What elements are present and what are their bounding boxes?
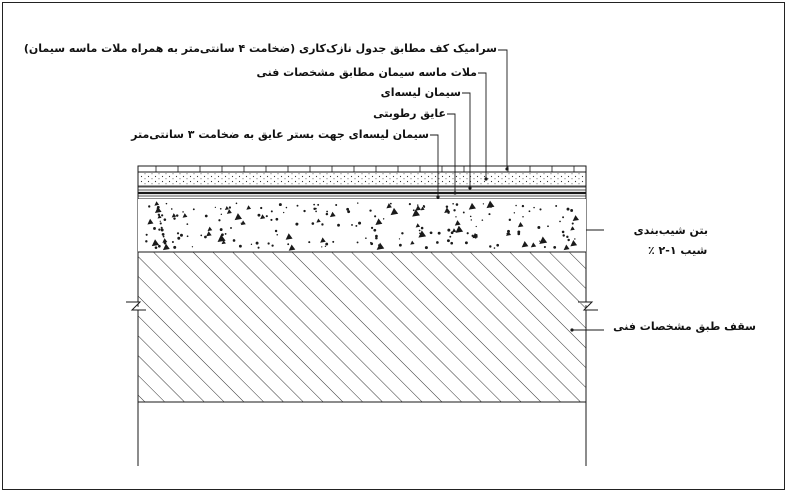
aggregate-grain	[158, 229, 160, 231]
aggregate-grain	[447, 239, 450, 242]
aggregate-grain	[271, 210, 273, 212]
aggregate-grain	[267, 242, 269, 244]
aggregate-grain	[522, 216, 524, 218]
aggregate-grain	[153, 227, 156, 230]
aggregate-grain	[193, 208, 195, 210]
aggregate-grain	[547, 225, 549, 227]
aggregate-grain	[297, 205, 299, 207]
leader-mortar	[478, 73, 486, 179]
aggregate-grain	[283, 212, 284, 213]
aggregate-grain	[539, 208, 541, 210]
aggregate-grain	[325, 246, 326, 247]
aggregate-grain	[162, 233, 165, 236]
aggregate-grain	[463, 212, 465, 214]
leader-ceramic	[498, 50, 507, 169]
aggregate-grain	[401, 232, 403, 234]
aggregate-grain	[332, 241, 334, 243]
aggregate-grain	[562, 234, 564, 236]
aggregate-grain	[365, 237, 367, 239]
aggregate-grain	[176, 214, 178, 216]
aggregate-grain	[515, 205, 517, 207]
aggregate-grain	[460, 230, 461, 231]
slope-concrete-layer	[138, 199, 586, 252]
aggregate-grain	[453, 209, 455, 211]
aggregate-grain	[177, 237, 180, 240]
mortar-layer	[138, 172, 586, 186]
aggregate-grain	[482, 219, 484, 221]
aggregate-grain	[562, 216, 564, 218]
aggregate-grain	[544, 246, 546, 248]
aggregate-grain	[192, 246, 193, 247]
aggregate-grain	[567, 239, 569, 241]
aggregate-grain	[297, 223, 298, 224]
aggregate-grain	[529, 210, 531, 212]
aggregate-grain	[256, 242, 259, 245]
aggregate-grain	[220, 208, 222, 210]
aggregate-grain	[399, 244, 402, 247]
aggregate-grain	[158, 245, 161, 248]
aggregate-grain	[233, 239, 236, 242]
aggregate-grain	[455, 216, 456, 217]
aggregate-grain	[476, 226, 477, 227]
aggregate-grain	[533, 207, 534, 208]
aggregate-grain	[509, 219, 511, 221]
aggregate-grain	[315, 211, 317, 213]
aggregate-grain	[346, 208, 349, 211]
aggregate-grain	[449, 236, 451, 238]
aggregate-grain	[266, 215, 268, 217]
aggregate-grain	[447, 229, 450, 232]
aggregate-grain	[471, 219, 472, 220]
aggregate-grain	[164, 218, 167, 221]
aggregate-grain	[369, 209, 371, 211]
aggregate-grain	[467, 232, 469, 234]
aggregate-grain	[308, 241, 310, 243]
aggregate-grain	[230, 227, 232, 229]
aggregate-grain	[413, 209, 415, 211]
aggregate-grain	[171, 208, 173, 210]
aggregate-grain	[355, 225, 357, 227]
aggregate-grain	[204, 236, 207, 239]
aggregate-grain	[173, 217, 175, 219]
aggregate-grain	[417, 204, 418, 205]
aggregate-grain	[236, 203, 238, 205]
aggregate-grain	[205, 215, 208, 218]
aggregate-grain	[321, 246, 322, 247]
aggregate-grain	[229, 206, 231, 208]
label-cement-base: سیمان لیسه‌ای جهت بستر عایق به ضخامت ۳ سانتی‌متر	[131, 128, 429, 141]
aggregate-grain	[225, 233, 227, 235]
aggregate-grain	[325, 243, 328, 246]
aggregate-grain	[409, 203, 411, 205]
aggregate-grain	[496, 244, 499, 247]
aggregate-grain	[357, 202, 358, 203]
aggregate-grain	[312, 222, 315, 225]
aggregate-grain	[470, 216, 472, 218]
aggregate-grain	[572, 223, 574, 225]
aggregate-grain	[514, 212, 515, 213]
aggregate-grain	[452, 203, 454, 205]
aggregate-grain	[218, 219, 220, 221]
aggregate-grain	[358, 222, 361, 225]
aggregate-grain	[163, 236, 165, 238]
aggregate-grain	[276, 218, 279, 221]
aggregate-grain	[161, 229, 164, 232]
aggregate-grain	[172, 241, 174, 243]
aggregate-grain	[317, 204, 319, 206]
aggregate-grain	[260, 207, 262, 209]
aggregate-grain	[456, 203, 459, 206]
aggregate-grain	[258, 214, 261, 217]
aggregate-grain	[574, 238, 575, 239]
aggregate-grain	[182, 211, 184, 213]
aggregate-grain	[161, 227, 163, 229]
aggregate-grain	[566, 236, 568, 238]
aggregate-grain	[438, 232, 441, 235]
aggregate-grain	[494, 247, 496, 249]
aggregate-grain	[374, 215, 376, 217]
aggregate-grain	[488, 213, 490, 215]
aggregate-grain	[335, 204, 337, 206]
aggregate-grain	[465, 241, 468, 244]
aggregate-grain	[160, 221, 161, 222]
aggregate-grain	[430, 232, 432, 234]
aggregate-grain	[436, 241, 439, 244]
label-cement-screed: سیمان لیسه‌ای	[380, 86, 461, 99]
aggregate-grain	[221, 214, 222, 215]
aggregate-grain	[166, 203, 168, 205]
aggregate-grain	[562, 231, 565, 234]
aggregate-grain	[286, 207, 288, 209]
aggregate-grain	[326, 213, 328, 215]
aggregate-grain	[489, 245, 491, 247]
aggregate-grain	[200, 235, 202, 237]
aggregate-grain	[161, 214, 163, 216]
aggregate-grain	[186, 223, 188, 225]
aggregate-grain	[271, 245, 273, 247]
label-mortar: ملات ماسه سیمان مطابق مشخصات فنی	[256, 66, 477, 79]
aggregate-grain	[239, 245, 242, 248]
aggregate-grain	[157, 206, 160, 209]
aggregate-grain	[553, 246, 556, 249]
label-slope-concrete: بتن شیب‌بندی	[633, 224, 708, 237]
aggregate-grain	[180, 234, 183, 237]
aggregate-grain	[321, 223, 323, 225]
aggregate-grain	[258, 247, 260, 249]
aggregate-grain	[537, 226, 540, 229]
aggregate-grain	[313, 204, 315, 206]
aggregate-grain	[303, 210, 305, 212]
aggregate-grain	[357, 241, 359, 243]
aggregate-grain	[399, 238, 400, 239]
aggregate-grain	[276, 234, 278, 236]
aggregate-grain	[375, 237, 378, 240]
aggregate-grain	[251, 244, 252, 245]
aggregate-grain	[567, 208, 570, 211]
aggregate-grain	[555, 205, 557, 207]
aggregate-grain	[145, 240, 147, 242]
aggregate-grain	[173, 246, 176, 249]
aggregate-grain	[221, 233, 224, 236]
aggregate-grain	[220, 228, 223, 231]
aggregate-grain	[241, 223, 242, 224]
label-slope-value: شیب ۱-۲ ٪	[648, 244, 708, 257]
aggregate-grain	[522, 205, 524, 207]
aggregate-grain	[160, 222, 162, 224]
aggregate-grain	[326, 211, 328, 213]
aggregate-grain	[507, 230, 510, 233]
aggregate-grain	[559, 221, 561, 223]
aggregate-grain	[423, 205, 425, 207]
aggregate-grain	[517, 233, 520, 236]
aggregate-grain	[351, 224, 353, 226]
aggregate-grain	[373, 229, 376, 232]
aggregate-grain	[421, 227, 424, 230]
label-ceramic: سرامیک کف مطابق جدول نازک‌کاری (ضخامت ۴ سانتی‌متر به همراه ملات ماسه سیمان)	[23, 42, 497, 55]
aggregate-grain	[275, 230, 277, 232]
roof-slab	[126, 252, 598, 402]
aggregate-grain	[371, 227, 373, 229]
aggregate-grain	[506, 233, 508, 235]
aggregate-grain	[419, 230, 421, 232]
aggregate-grain	[270, 219, 272, 221]
label-waterproofing: عایق رطوبتی	[373, 107, 446, 120]
aggregate-grain	[287, 236, 289, 238]
aggregate-grain	[337, 224, 340, 227]
ceramic-tile-layer	[138, 166, 586, 172]
aggregate-grain	[187, 235, 189, 237]
aggregate-grain	[146, 234, 148, 236]
aggregate-grain	[451, 231, 454, 234]
aggregate-grain	[483, 203, 484, 204]
aggregate-grain	[419, 232, 421, 234]
aggregate-grain	[370, 242, 373, 245]
aggregate-grain	[287, 243, 289, 245]
aggregate-grain	[155, 246, 158, 249]
aggregate-grain	[313, 208, 315, 210]
aggregate-grain	[215, 207, 216, 208]
aggregate-grain	[450, 242, 453, 245]
label-roof-slab: سقف طبق مشخصات فنی	[613, 320, 756, 333]
aggregate-grain	[383, 218, 384, 219]
aggregate-grain	[425, 246, 428, 249]
aggregate-grain	[279, 203, 282, 206]
aggregate-grain	[539, 241, 540, 242]
aggregate-grain	[177, 232, 179, 234]
thin-layers	[138, 187, 586, 199]
aggregate-grain	[570, 209, 573, 212]
aggregate-grain	[148, 205, 150, 207]
aggregate-grain	[390, 203, 392, 205]
